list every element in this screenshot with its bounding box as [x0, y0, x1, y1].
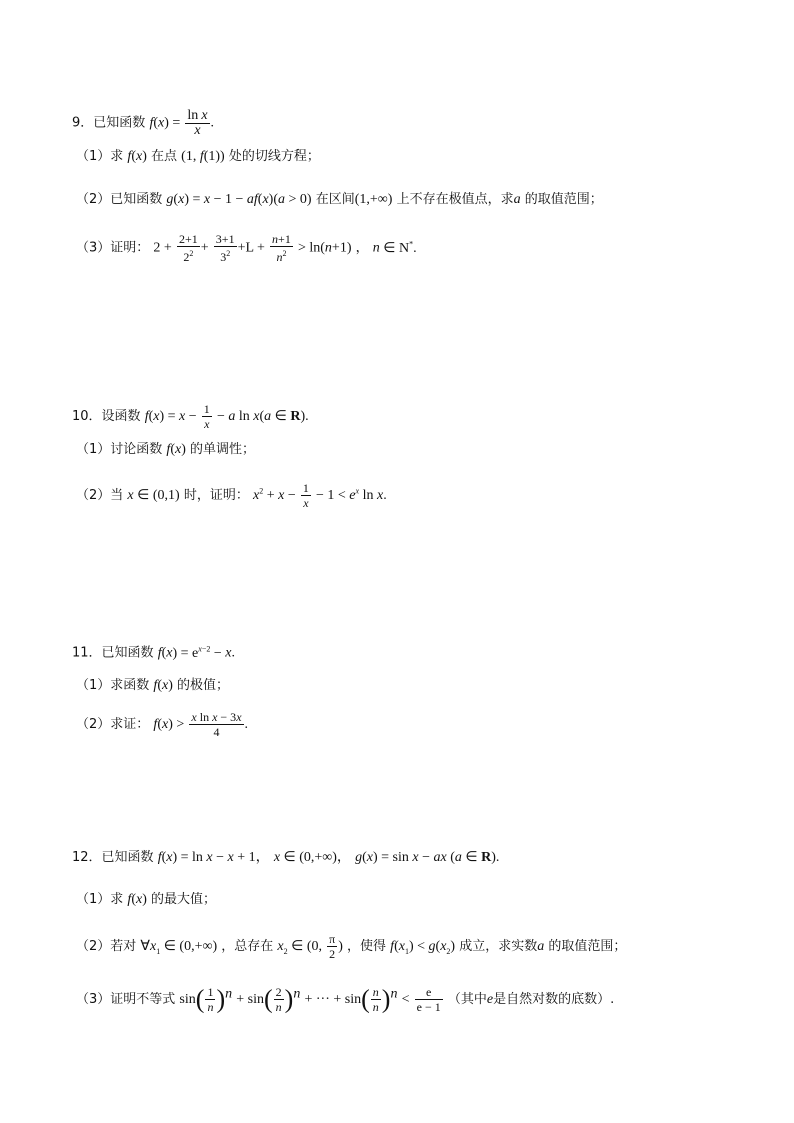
- fraction: $\frac{e}{e - 1}$: [416, 985, 441, 1014]
- fraction: $\frac{2+1}{2^2}$: [178, 232, 198, 264]
- q11-part2: （2）求证： f(x) > $\frac{\text{x ln x − 3x}}{4}$ .: [76, 710, 249, 739]
- q9-part2: （2）已知函数 g(x) = x − 1 − af(x)(a > 0) 在区间(1,+∞) 上不存在极值点，求a 的取值范围；: [76, 192, 603, 207]
- q9-part3: （3）证明： 2 + $\frac{2+1}{2^2}$ + $\frac{3+1}{3^2}$ +L + $\frac{n+1}{n^2}$ > ln(n+1) ， n ∈ N*.: [76, 232, 417, 264]
- q10-part2: （2）当 x ∈ (0,1) 时，证明： $x^2 + x$ − $\frac{1}{x}$ − $1 < e^x$ ln x.: [76, 481, 387, 510]
- fraction: $\frac{\pi}{2}$: [329, 932, 336, 961]
- fraction: $\frac{2}{n}$: [275, 985, 282, 1014]
- fraction: $\frac{1}{n}$: [207, 985, 214, 1014]
- q9-part1: （1）求 f(x) 在点 (1, f(1)) 处的切线方程；: [76, 149, 320, 164]
- q11-stem: 11．已知函数 $f(x) = e^{x-2} - x$.: [72, 644, 235, 661]
- q12-part1: （1）求 f(x) 的最大值；: [76, 892, 217, 907]
- fraction: $\frac{n+1}{n^2}$: [272, 232, 291, 264]
- q9-stem: 9．已知函数 f(x) = $\frac{\text{ln x}}{x}$ .: [72, 108, 215, 138]
- fraction: $\frac{n}{n}$: [372, 985, 379, 1014]
- fraction: $\frac{1}{x}$: [203, 402, 210, 431]
- fraction: $\frac{\text{x ln x − 3x}}{4}$: [191, 710, 242, 739]
- fraction: $\frac{1}{x}$: [302, 481, 309, 510]
- q12-part2: （2）若对 $\forall x_1$ ∈ (0,+∞) ，总存在 $x_2$ ∈ (0, $\frac{\pi}{2}$ ) ，使得 $f(x_1) < g(x_2)$ 成立，求实数a 的取值范围；: [76, 932, 627, 961]
- formula: f: [149, 115, 154, 131]
- fraction: $\frac{3+1}{3^2}$: [215, 232, 235, 264]
- q12-part3: （3）证明不等式 sin( $\frac{1}{n}$ )$^n$ + sin( $\frac{2}{n}$ )$^n$ + ··· + sin( $\frac{n}{n}$ )$^n$ < $\frac{e}{e - 1}$ （其中e是自然对数的底数）.: [76, 984, 615, 1014]
- q12-stem: 12．已知函数 f(x) = ln x − x + 1， x ∈ (0,+∞)， g(x) = sin x − ax (a ∈ R).: [72, 850, 500, 865]
- q11-part1: （1）求函数 f(x) 的极值；: [76, 678, 230, 693]
- q10-part1: （1）讨论函数 f(x) 的单调性；: [76, 442, 256, 457]
- q10-stem: 10．设函数 f(x) = x − $\frac{1}{x}$ − a ln x(a ∈ R).: [72, 402, 309, 431]
- fraction: $\frac{\text{ln x}}{x}$: [187, 108, 208, 138]
